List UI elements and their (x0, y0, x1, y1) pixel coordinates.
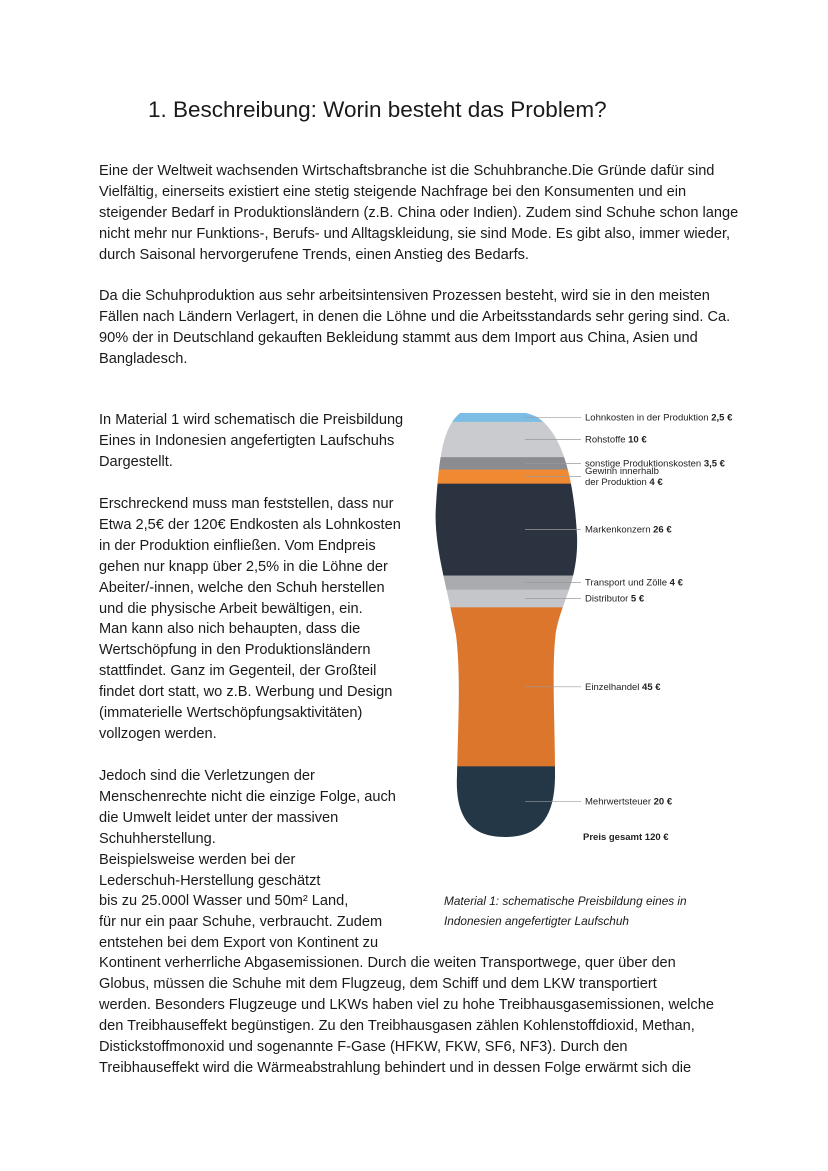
text-line: findet dort statt, wo z.B. Werbung und Design (99, 684, 393, 701)
text-line: stattfindet. Ganz im Gegenteil, der Großteil (99, 663, 377, 680)
segment-label-text: Einzelhandel (585, 681, 640, 693)
text-line: Schuhherstellung. (99, 830, 216, 847)
total-price-label: Preis gesamt 120 € (583, 832, 669, 843)
caption-line: Indonesien angefertigter Laufschuh (444, 913, 629, 928)
text-line: Etwa 2,5€ der 120€ Endkosten als Lohnkosten (99, 516, 401, 533)
segment-value: 45 € (639, 681, 661, 693)
segment-label (585, 435, 647, 446)
segment-labels (585, 412, 733, 807)
text-line: für nur ein paar Schuhe, verbraucht. Zudem (99, 914, 383, 931)
page-heading: 1. Beschreibung: Worin besteht das Problem? (148, 97, 607, 122)
wage-share-paragraph (99, 494, 401, 745)
text-line: gehen nur knapp über 2,5% in die Löhne der (99, 558, 388, 575)
environment-paragraph-continued (99, 953, 714, 1078)
text-line: In Material 1 wird schematisch die Preisbildung (99, 412, 404, 428)
segment-label-text: sonstige Produktionskosten (585, 458, 702, 470)
text-line: in der Produktion einfließen. Vom Endpreis (99, 537, 376, 554)
shoe-price-figure (425, 405, 765, 855)
segment-value: 26 € (650, 524, 672, 536)
segment-value: 4 € (667, 577, 683, 589)
text-line: Treibhauseffekt wird die Wärmeabstrahlung behindert und in dessen Folge erwärmt sich die (99, 1059, 692, 1076)
segment-label-text: Markenkonzern (585, 524, 651, 536)
segment-label-text: Mehrwertsteuer (585, 796, 651, 808)
segment-label (585, 466, 663, 488)
text-line: Beispielsweise werden bei der (99, 851, 296, 868)
segment-value: 5 € (628, 593, 645, 605)
intro-paragraph-2: Da die Schuhproduktion aus sehr arbeitsintensiven Prozessen besteht, wird sie in den meisten Fällen nach Ländern Verlagert, in denen die Löhne und die Arbeitsstandards sehr gering sind. Ca. 90% der in Deutschland gekauften Bekleidung stammt aus dem Import aus China, Asien und Bangladesch. (99, 288, 731, 367)
segment-label (585, 594, 645, 605)
segment-value: 10 € (625, 434, 647, 446)
caption-line: Material 1: schematische Preisbildung eines in (444, 894, 687, 908)
text-line: Lederschuh-Herstellung geschätzt (99, 872, 321, 889)
segment-label-text: der Produktion (585, 477, 647, 489)
segment-value: 4 € (646, 477, 663, 489)
segment-label (585, 525, 672, 536)
segment-value: 2,5 € (708, 412, 733, 424)
text-line: Kontinent verherrliche Abgasemissionen. Durch die weiten Transportwege, quer über den (99, 955, 676, 971)
segment-label-text: Rohstoffe (585, 434, 626, 446)
segment-label-text: Lohnkosten in der Produktion (585, 412, 709, 424)
text-line: Dargestellt. (99, 453, 173, 470)
text-line: und die physische Arbeit bewältigen, ein. (99, 600, 363, 617)
text-line: Eines in Indonesien angefertigten Laufschuhs (99, 432, 395, 449)
segment-label-text: Gewinn innerhalb (585, 466, 659, 478)
text-line: den Treibhauseffekt begünstigen. Zu den Treibhausgasen zählen Kohlenstoffdioxid, Methan, (99, 1017, 695, 1034)
text-line: bis zu 25.000l Wasser und 50m² Land, (99, 893, 349, 910)
segment-label (585, 578, 684, 589)
text-line: Abeiter/-innen, welche den Schuh herstellen (99, 579, 385, 596)
text-line: Jedoch sind die Verletzungen der (99, 768, 315, 784)
segment-value: 20 € (651, 796, 673, 808)
segment-label (585, 682, 661, 693)
segment-label (585, 412, 733, 423)
segment-label-text: Distributor (585, 593, 629, 605)
text-line: die Umwelt leidet unter der massiven (99, 809, 339, 826)
segment-label (585, 797, 673, 808)
segment-label-text: Transport und Zölle (585, 577, 668, 589)
text-line: Wertschöpfung in den Produktionsländern (99, 642, 371, 659)
text-line: werden. Besonders Flugzeuge und LKWs haben viel zu hohe Treibhausgasemissionen, welche (99, 996, 714, 1013)
figure-caption (444, 892, 687, 931)
text-line: Distickstoffmonoxid und sogenannte F-Gase (HFKW, FKW, SF6, NF3). Durch den (99, 1038, 628, 1055)
material-intro-paragraph (99, 410, 403, 473)
text-line: Erschreckend muss man feststellen, dass nur (99, 496, 394, 512)
text-line: entstehen bei dem Export von Kontinent zu (99, 935, 379, 952)
text-line: (immaterielle Wertschöpfungsaktivitäten) (99, 705, 363, 722)
environment-paragraph (99, 766, 396, 954)
segment-value: 3,5 € (701, 458, 725, 470)
text-line: vollzogen werden. (99, 725, 217, 742)
text-line: Menschenrechte nicht die einzige Folge, auch (99, 788, 396, 805)
text-line: Man kann also nich behaupten, dass die (99, 621, 361, 638)
text-line: Globus, müssen die Schuhe mit dem Flugzeug, dem Schiff und dem LKW transportiert (99, 975, 657, 992)
shoe-price-diagram (425, 405, 765, 855)
intro-paragraph-1: Eine der Weltweit wachsenden Wirtschaftsbranche ist die Schuhbranche.Die Gründe dafür sind Vielfältig, einerseits existiert eine stetig steigende Nachfrage bei den Konsumenten und ein steigender Bedarf in Produktionsländern (z.B. China oder Indien). Zudem sind Schuhe schon lange nicht mehr nur Funktions-, Berufs- und Alltagskleidung, sie sind Mode. Es gibt also, immer wieder, durch Saisonal hervorgerufene Trends, einen Anstieg des Bedarfs. (99, 163, 739, 263)
